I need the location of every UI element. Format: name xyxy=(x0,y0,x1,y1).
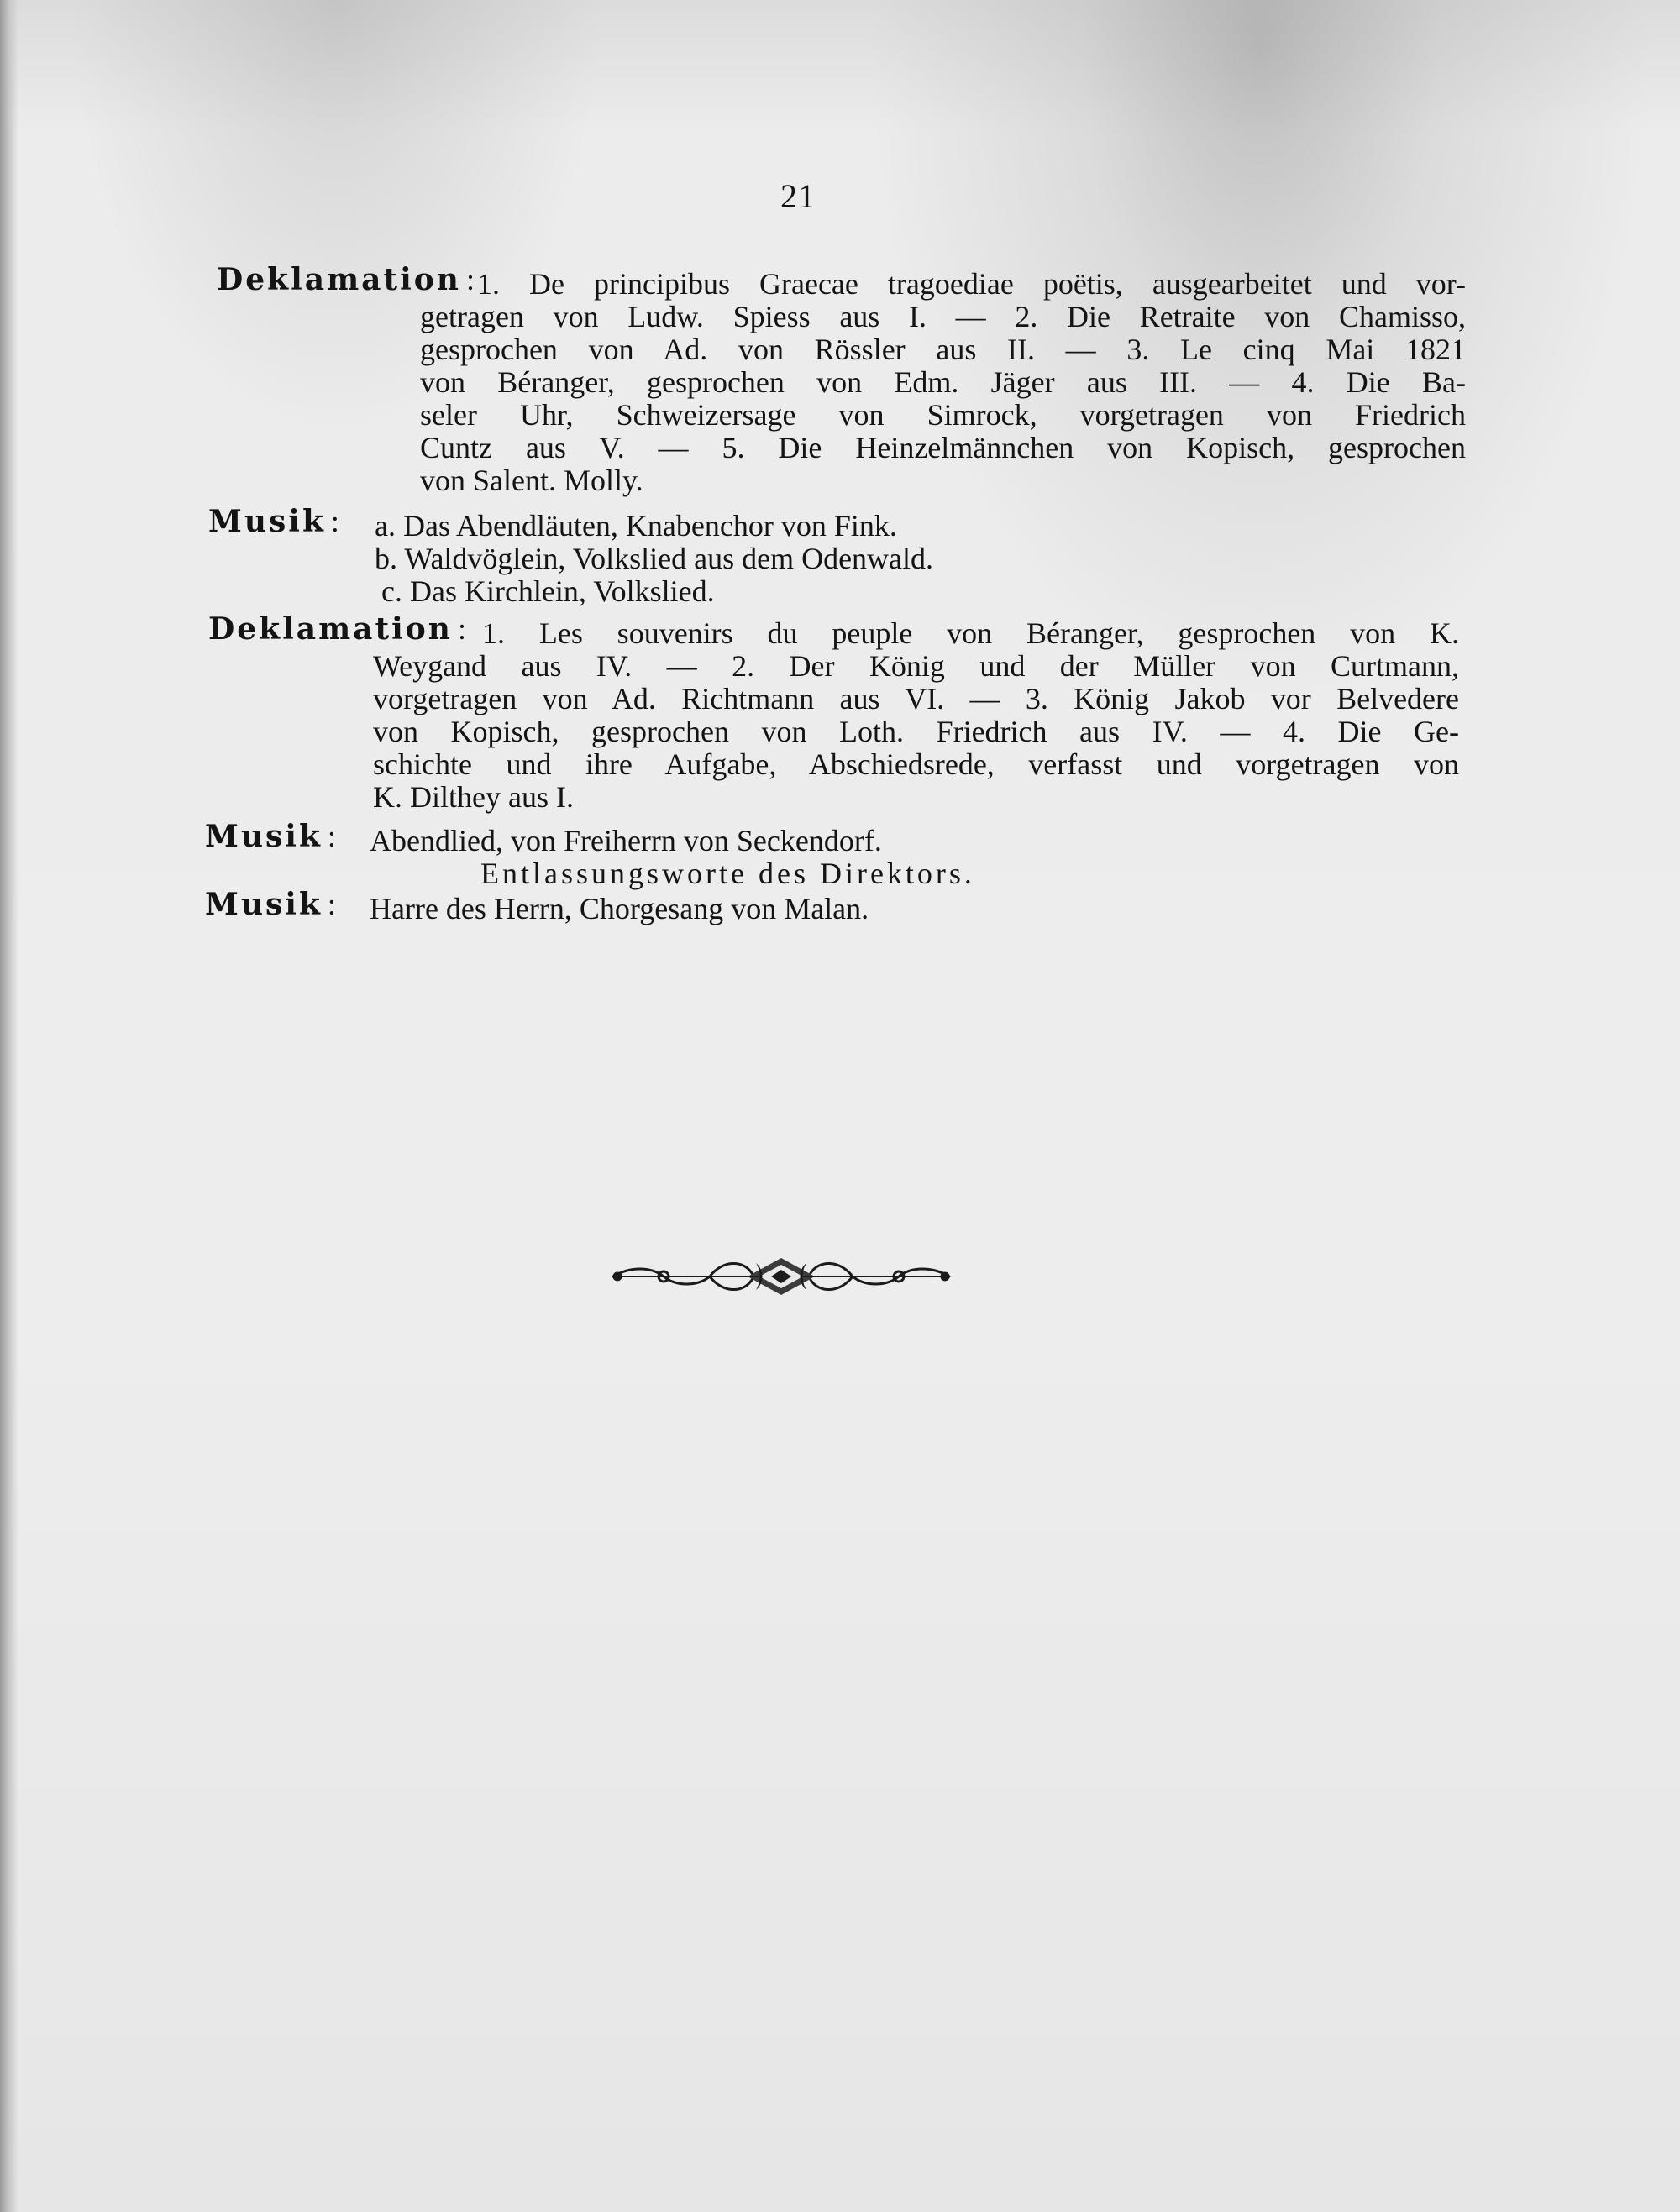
block1-line-4: von Béranger, gesprochen von Edm. Jäger aus III. — 4. Die Ba- xyxy=(420,365,1466,399)
page-number: 21 xyxy=(780,177,816,215)
block3-line-5: schichte und ihre Aufgabe, Abschiedsrede, verfasst und vorgetragen von xyxy=(373,747,1459,781)
label-musik-1 xyxy=(208,504,339,539)
block2-item-b: b. Waldvöglein, Volkslied aus dem Odenwald. xyxy=(375,542,934,575)
block2-item-c: c. Das Kirchlein, Volkslied. xyxy=(381,574,715,608)
label-colon: : xyxy=(457,612,466,646)
block3-line-4: von Kopisch, gesprochen von Loth. Friedrich aus IV. — 4. Die Ge- xyxy=(373,715,1459,748)
ornament-divider xyxy=(605,1251,958,1302)
label-musik-3 xyxy=(205,887,336,922)
entlassungsworte-line: Entlassungsworte des Direktors. xyxy=(480,857,975,890)
page-binding-edge xyxy=(0,0,18,2212)
block5-line: Harre des Herrn, Chorgesang von Malan. xyxy=(370,892,869,925)
label-colon: : xyxy=(327,888,336,921)
block4-line: Abendlied, von Freiherrn von Seckendorf. xyxy=(370,824,882,857)
label-musik-2 xyxy=(205,819,336,854)
label-colon: : xyxy=(327,820,336,853)
label-colon: : xyxy=(465,263,475,296)
label-musik-2-text: Musik xyxy=(205,819,323,854)
block2-item-a: a. Das Abendläuten, Knabenchor von Fink. xyxy=(375,509,897,543)
label-deklamation-1 xyxy=(217,262,475,297)
label-deklamation-2-text: Deklamation xyxy=(208,611,453,647)
block1-line-5: seler Uhr, Schweizersage von Simrock, vorgetragen von Friedrich xyxy=(420,398,1466,432)
label-deklamation-2 xyxy=(208,611,466,647)
label-musik-1-text: Musik xyxy=(208,504,326,539)
block3-line-3: vorgetragen von Ad. Richtmann aus VI. — 3. König Jakob vor Belvedere xyxy=(373,682,1459,715)
block3-line-2: Weygand aus IV. — 2. Der König und der Müller von Curtmann, xyxy=(373,649,1459,683)
block1-line-2: getragen von Ludw. Spiess aus I. — 2. Die Retraite von Chamisso, xyxy=(420,300,1466,333)
label-colon: : xyxy=(330,505,339,538)
block3-line-1: 1. Les souvenirs du peuple von Béranger, gesprochen von K. xyxy=(482,616,1459,650)
block1-line-7: von Salent. Molly. xyxy=(420,464,643,497)
block3-line-6: K. Dilthey aus I. xyxy=(373,780,574,814)
block1-line-1: 1. De principibus Graecae tragoediae poëtis, ausgearbeitet und vor- xyxy=(477,267,1466,301)
block1-line-3: gesprochen von Ad. von Rössler aus II. — 3. Le cinq Mai 1821 xyxy=(420,333,1466,366)
label-deklamation-1-text: Deklamation xyxy=(217,262,461,297)
label-musik-3-text: Musik xyxy=(205,887,323,922)
block1-line-6: Cuntz aus V. — 5. Die Heinzelmännchen von Kopisch, gesprochen xyxy=(420,431,1466,464)
